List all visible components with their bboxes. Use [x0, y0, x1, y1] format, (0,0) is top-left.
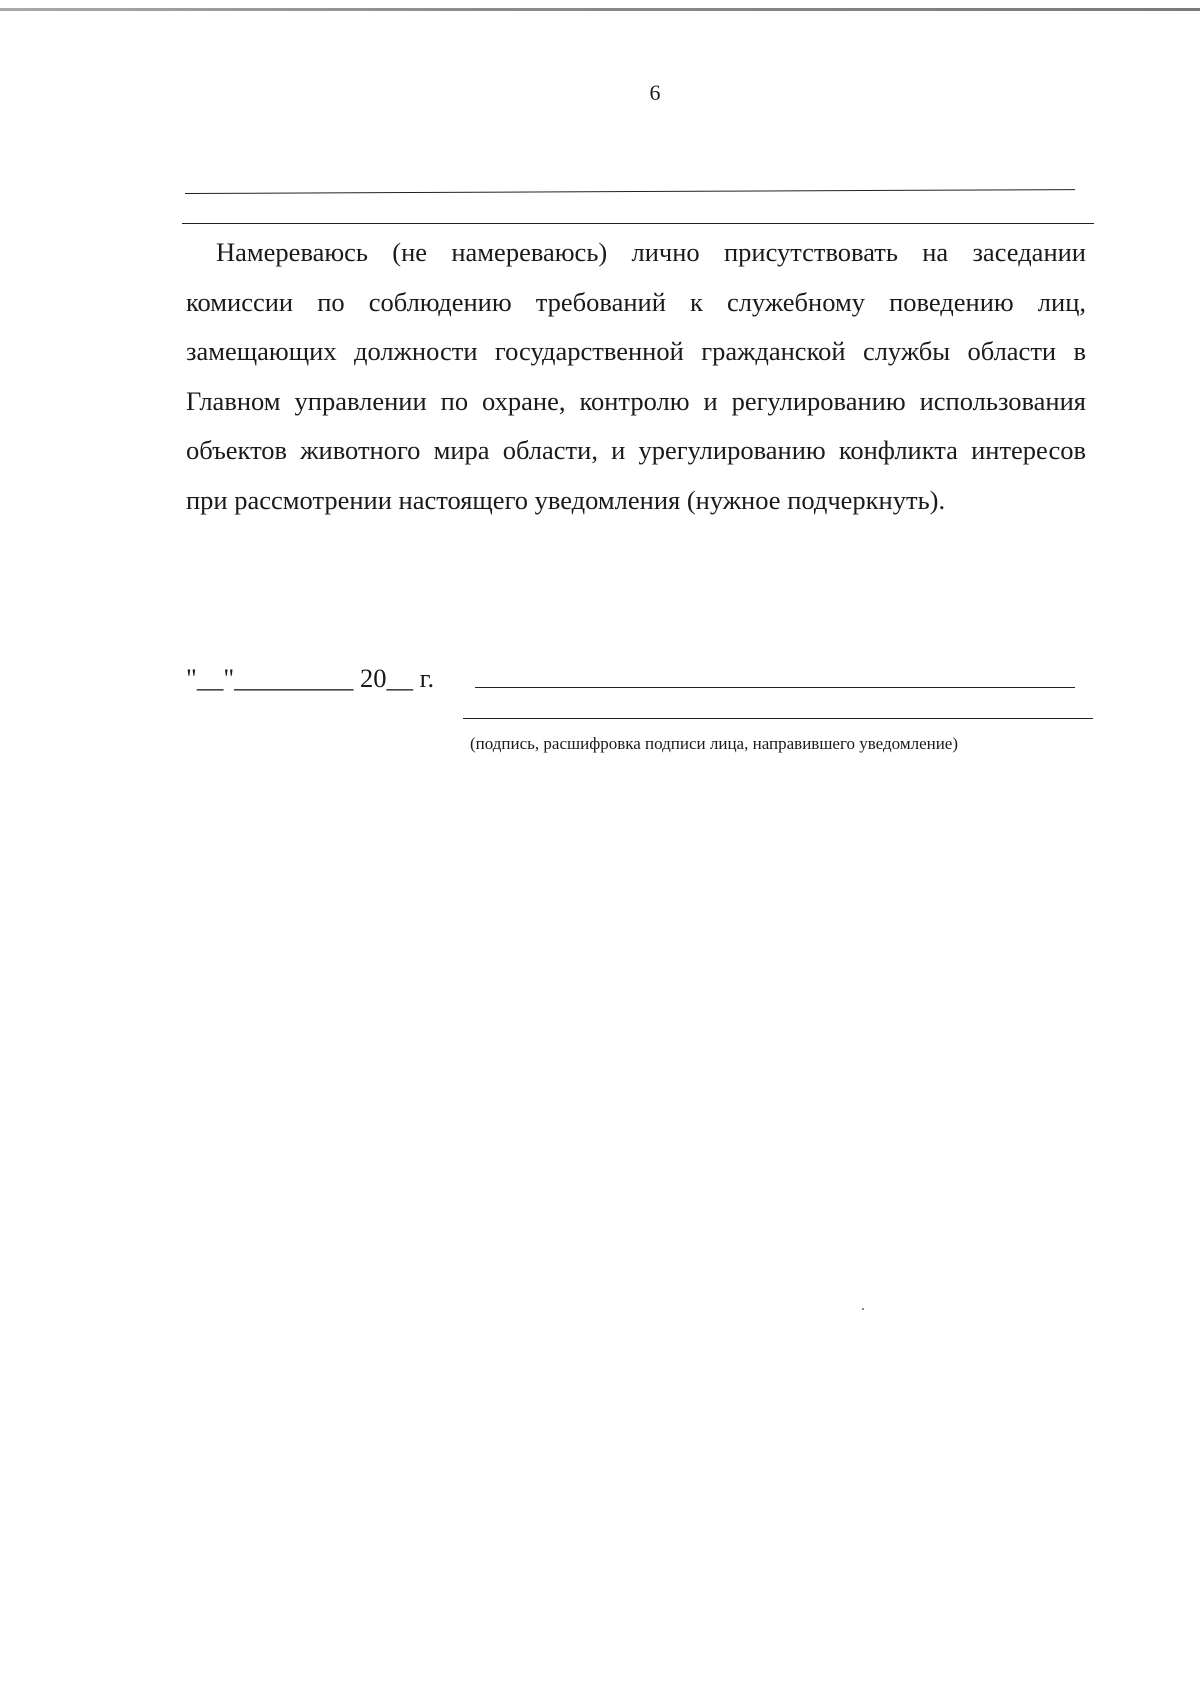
- scan-speck: [862, 1308, 864, 1310]
- blank-line-2: [182, 223, 1094, 224]
- date-line: "__"_________ 20__ г.: [186, 663, 435, 693]
- attendance-paragraph: Намереваюсь (не намереваюсь) лично присутствовать на заседании комиссии по соблюдению требований к служебному поведению лиц, замещающих должности государственной гражданской службы области в Главном управлении по охране, контролю и регулированию использования объектов животного мира области, и урегулированию конфликта интересов при рассмотрении настоящего уведомления (нужное подчеркнуть).: [186, 237, 1086, 515]
- signature-caption: (подпись, расшифровка подписи лица, направившего уведомление): [470, 734, 959, 753]
- blank-line-1: [185, 189, 1075, 194]
- scan-top-edge: [0, 8, 1200, 11]
- signature-underline: [463, 718, 1093, 719]
- page-number: 6: [649, 80, 661, 105]
- signature-line: [475, 687, 1075, 688]
